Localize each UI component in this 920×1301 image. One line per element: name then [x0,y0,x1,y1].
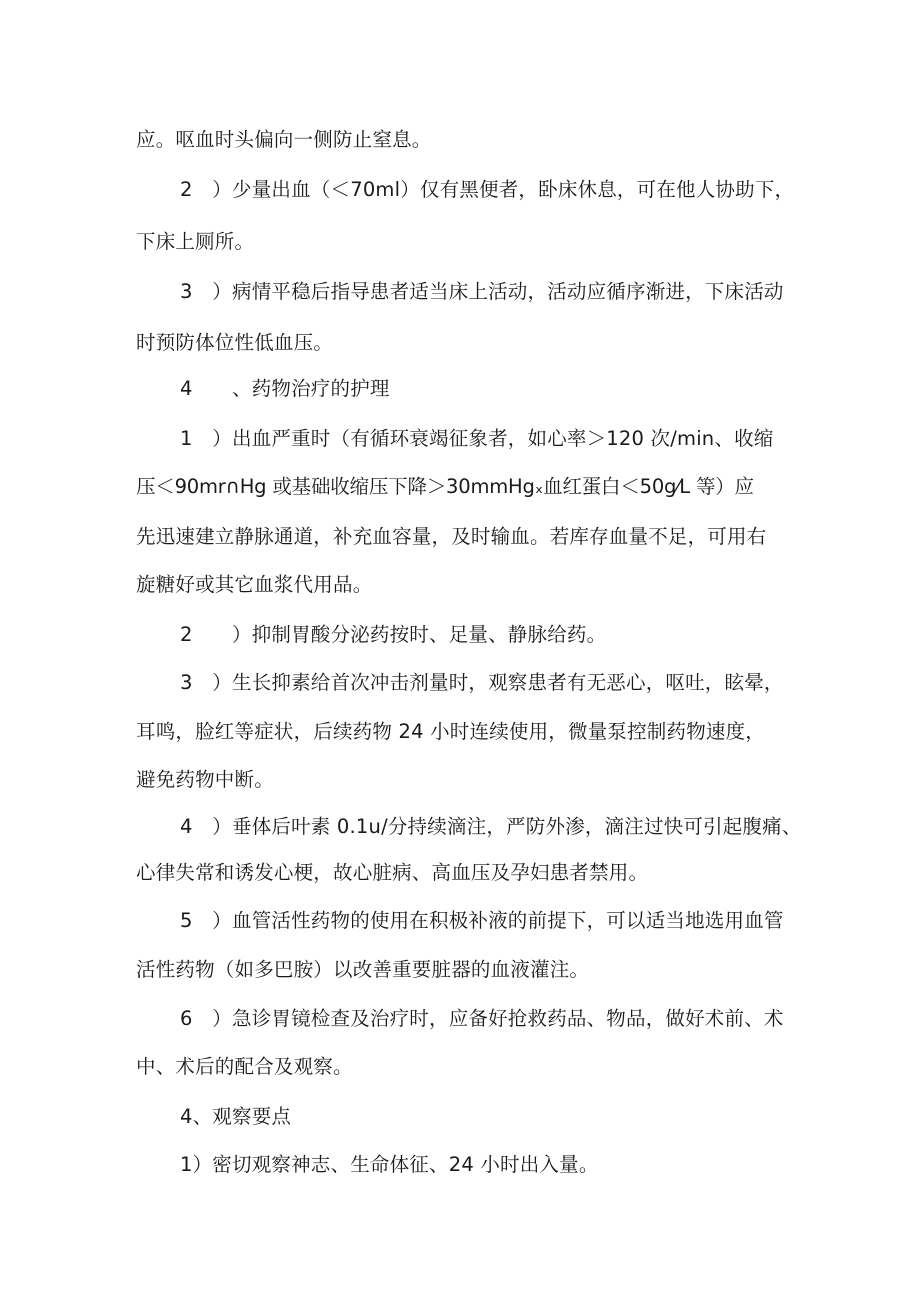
text-line: 1 ）出血严重时（有循环衰竭征象者，如心率＞120 次/min、收缩 [180,427,774,450]
text-line: 中、术后的配合及观察。 [136,1055,353,1078]
section-heading: 4、观察要点 [180,1105,292,1128]
text-line: 时预防体位性低血压。 [136,331,334,354]
text-line: 心律失常和诱发心梗，故心脏病、高血压及孕妇患者禁用。 [136,861,649,884]
text-line: 4 ）垂体后叶素 0.1u/分持续滴注，严防外渗，滴注过快可引起腹痛、 [180,815,802,838]
text-line: 压＜90mr∩Hg 或基础收缩压下降＞30mmHgₓ血红蛋白＜50g⁄L 等）应 [136,475,754,498]
text-line: 应。呕血时头偏向一侧防止窒息。 [136,128,432,151]
text-line: 3 ）病情平稳后指导患者适当床上活动，活动应循序渐进，下床活动 [180,280,784,303]
text-line: 旋糖好或其它血浆代用品。 [136,573,373,596]
text-line: 下床上厕所。 [136,230,255,253]
text-line: 3 ）生长抑素给首次冲击剂量时，观察患者有无恶心，呕吐，眩晕， [180,671,784,694]
section-heading: 4 、药物治疗的护理 [180,377,390,400]
text-line: 2 ）少量出血（＜70ml）仅有黑便者，卧床休息，可在他人协助下， [180,178,795,201]
text-line: 耳鸣，脸红等症状，后续药物 24 小时连续使用，微量泵控制药物速度， [136,720,766,743]
text-line: 5 ）血管活性药物的使用在积极补液的前提下，可以适当地选用血管 [180,909,784,932]
text-line: 1）密切观察神志、生命体征、24 小时出入量。 [180,1153,599,1176]
text-line: 6 ）急诊胃镜检查及治疗时，应备好抢救药品、物品，做好术前、术 [180,1007,784,1030]
text-line: 2 ）抑制胃酸分泌药按时、足量、静脉给药。 [180,623,607,646]
text-line: 避免药物中断。 [136,768,274,791]
text-line: 活性药物（如多巴胺）以改善重要脏器的血液灌注。 [136,958,590,981]
text-line: 先迅速建立静脉通道，补充血容量，及时输血。若库存血量不足，可用右 [136,525,767,548]
